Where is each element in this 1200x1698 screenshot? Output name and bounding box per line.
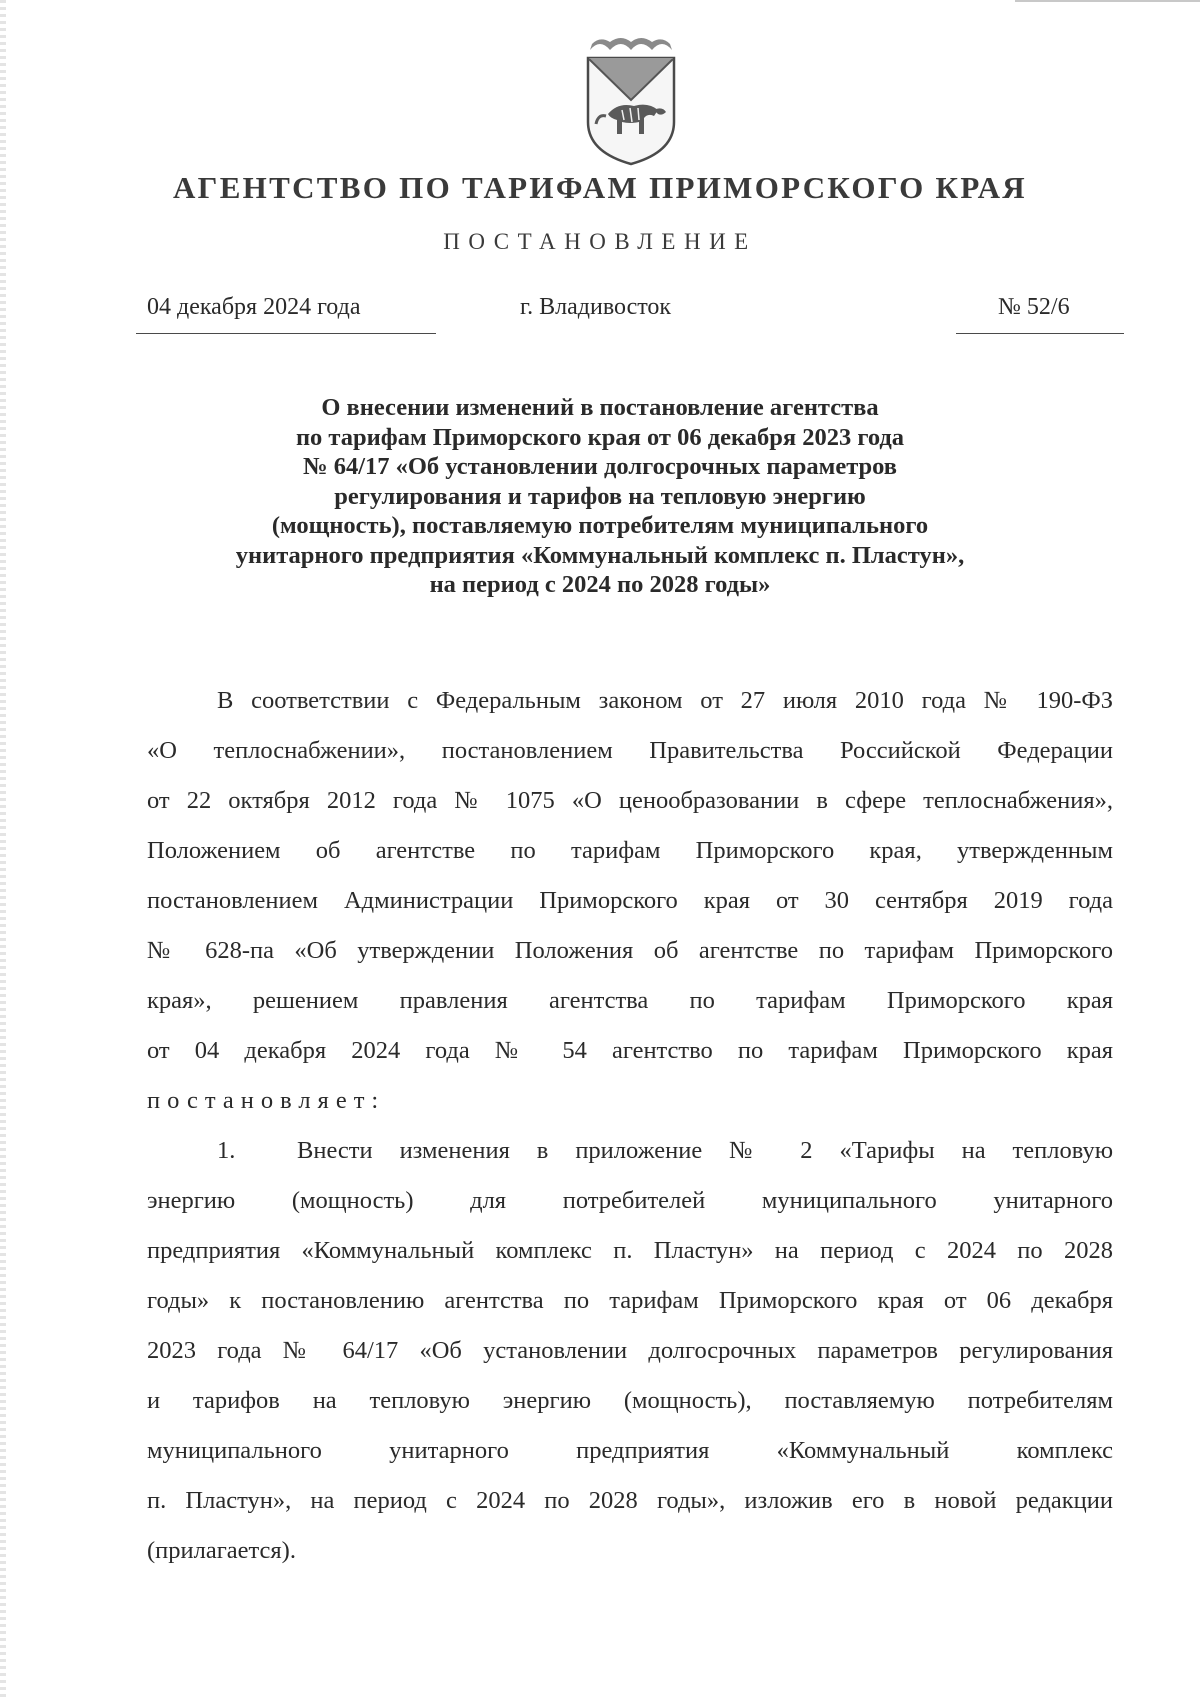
- resolution-title: [150, 393, 1050, 600]
- date-underline: [136, 333, 436, 334]
- item-1-last-line: (прилагается).: [147, 1537, 296, 1564]
- item-1-line: п. Пластун», на период с 2024 по 2028 годы», изложив его в новой редакции: [147, 1487, 1113, 1514]
- document-body: [147, 676, 1113, 1576]
- scan-corner-mark: [1015, 0, 1200, 2]
- item-1-first-line-text: Внести изменения в приложение № 2 «Тарифы на тепловую: [297, 1137, 1113, 1164]
- title-line: унитарного предприятия «Коммунальный комплекс п. Пластун»,: [235, 541, 965, 569]
- item-1-line: и тарифов на тепловую энергию (мощность), поставляемую потребителям: [147, 1387, 1113, 1414]
- item-1-number: 1.: [217, 1137, 236, 1164]
- title-line: № 64/17 «Об установлении долгосрочных параметров: [302, 453, 898, 480]
- item-1-line: годы» к постановлению агентства по тарифам Приморского края от 06 декабря: [147, 1287, 1113, 1314]
- document-type: ПОСТАНОВЛЕНИЕ: [443, 229, 757, 254]
- title-line: на период с 2024 по 2028 годы»: [429, 571, 771, 598]
- title-line: по тарифам Приморского края от 06 декабря 2023 года: [295, 423, 905, 451]
- preamble-line: от 04 декабря 2024 года № 54 агентство по тарифам Приморского края: [147, 1037, 1113, 1064]
- preamble-line: края», решением правления агентства по тарифам Приморского края: [147, 987, 1113, 1014]
- item-1-line: 2023 года № 64/17 «Об установлении долгосрочных параметров регулирования: [147, 1337, 1113, 1364]
- preamble-line: № 628-па «Об утверждении Положения об агентстве по тарифам Приморского: [147, 937, 1113, 964]
- item-1-paragraph: [147, 1126, 1113, 1576]
- number-underline: [956, 333, 1124, 334]
- preamble-line: от 22 октября 2012 года № 1075 «О ценообразовании в сфере теплоснабжения»,: [147, 787, 1113, 814]
- item-1-first-line: [147, 1126, 1113, 1176]
- document-date: 04 декабря 2024 года: [147, 294, 361, 320]
- title-line: регулирования и тарифов на тепловую энергию: [334, 482, 866, 510]
- document-number: № 52/6: [998, 294, 1070, 320]
- preamble-paragraph: [147, 676, 1113, 1126]
- resolves-word: постановляет:: [147, 1087, 386, 1114]
- preamble-line: «О теплоснабжении», постановлением Правительства Российской Федерации: [147, 737, 1113, 764]
- item-1-line: энергию (мощность) для потребителей муниципального унитарного: [147, 1187, 1113, 1214]
- document-city: г. Владивосток: [520, 294, 672, 320]
- item-1-line: предприятия «Коммунальный комплекс п. Пластун» на период с 2024 по 2028: [147, 1237, 1113, 1264]
- preamble-line: В соответствии с Федеральным законом от 27 июля 2010 года № 190-ФЗ: [217, 687, 1113, 714]
- title-line: О внесении изменений в постановление агентства: [321, 394, 879, 421]
- item-1-line: муниципального унитарного предприятия «Коммунальный комплекс: [147, 1437, 1113, 1464]
- preamble-line: постановлением Администрации Приморского края от 30 сентября 2019 года: [147, 887, 1113, 914]
- coat-of-arms-emblem: [582, 36, 680, 168]
- agency-name: АГЕНТСТВО ПО ТАРИФАМ ПРИМОРСКОГО КРАЯ: [173, 170, 1027, 205]
- title-line: (мощность), поставляемую потребителям муниципального: [271, 512, 929, 539]
- preamble-line: Положением об агентстве по тарифам Приморского края, утвержденным: [147, 837, 1113, 864]
